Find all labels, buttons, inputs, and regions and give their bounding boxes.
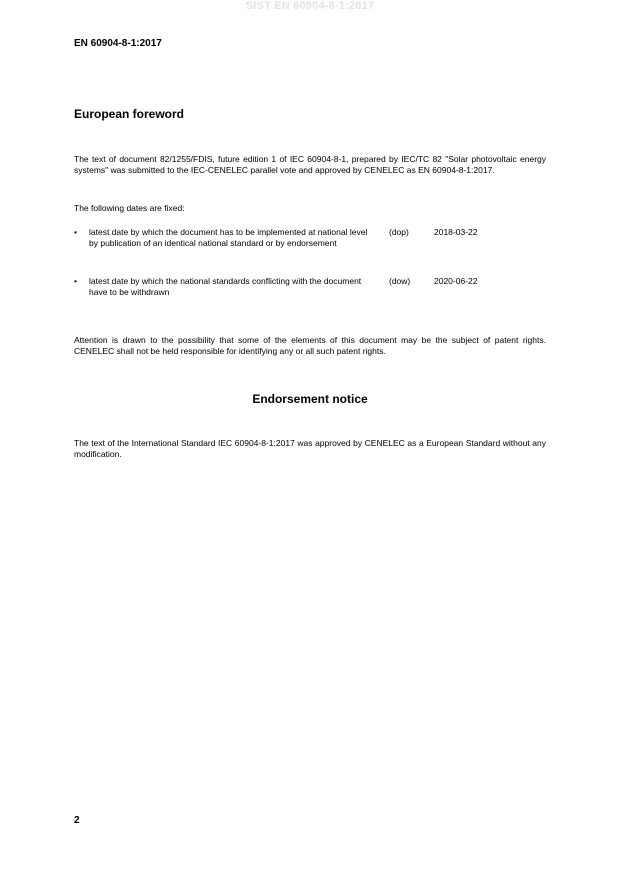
- foreword-intro-paragraph: The text of document 82/1255/FDIS, future edition 1 of IEC 60904-8-1, prepared by IEC/TC 82 "Solar photovoltaic energy systems" was submitted to the IEC-CENELEC parallel vote and approved by CENELEC as EN 60904-8-1:2017.: [74, 154, 546, 175]
- date-description: latest date by which the national standards conflicting with the document have to be withdrawn: [89, 276, 362, 297]
- patent-attention-paragraph: Attention is drawn to the possibility that some of the elements of this document may be the subject of patent rights. CENELEC shall not be held responsible for identifying any or all such patent rights.: [74, 335, 546, 356]
- bullet-marker: •: [74, 227, 77, 237]
- dates-intro-paragraph: The following dates are fixed:: [74, 203, 185, 213]
- document-id: EN 60904-8-1:2017: [74, 38, 162, 49]
- endorsement-paragraph: The text of the International Standard IEC 60904-8-1:2017 was approved by CENELEC as a European Standard without any modification.: [74, 438, 546, 459]
- endorsement-title: Endorsement notice: [252, 392, 368, 406]
- page-number: 2: [74, 815, 80, 826]
- date-abbreviation: (dow): [389, 276, 411, 286]
- date-abbreviation: (dop): [389, 227, 409, 237]
- date-value: 2018-03-22: [434, 227, 478, 237]
- bullet-marker: •: [74, 276, 77, 286]
- date-value: 2020-06-22: [434, 276, 478, 286]
- date-description: latest date by which the document has to be implemented at national level by publication of an identical national standard or by endorsement: [89, 227, 368, 248]
- foreword-title: European foreword: [74, 107, 185, 121]
- watermark: SIST EN 60904-8-1:2017: [245, 0, 375, 12]
